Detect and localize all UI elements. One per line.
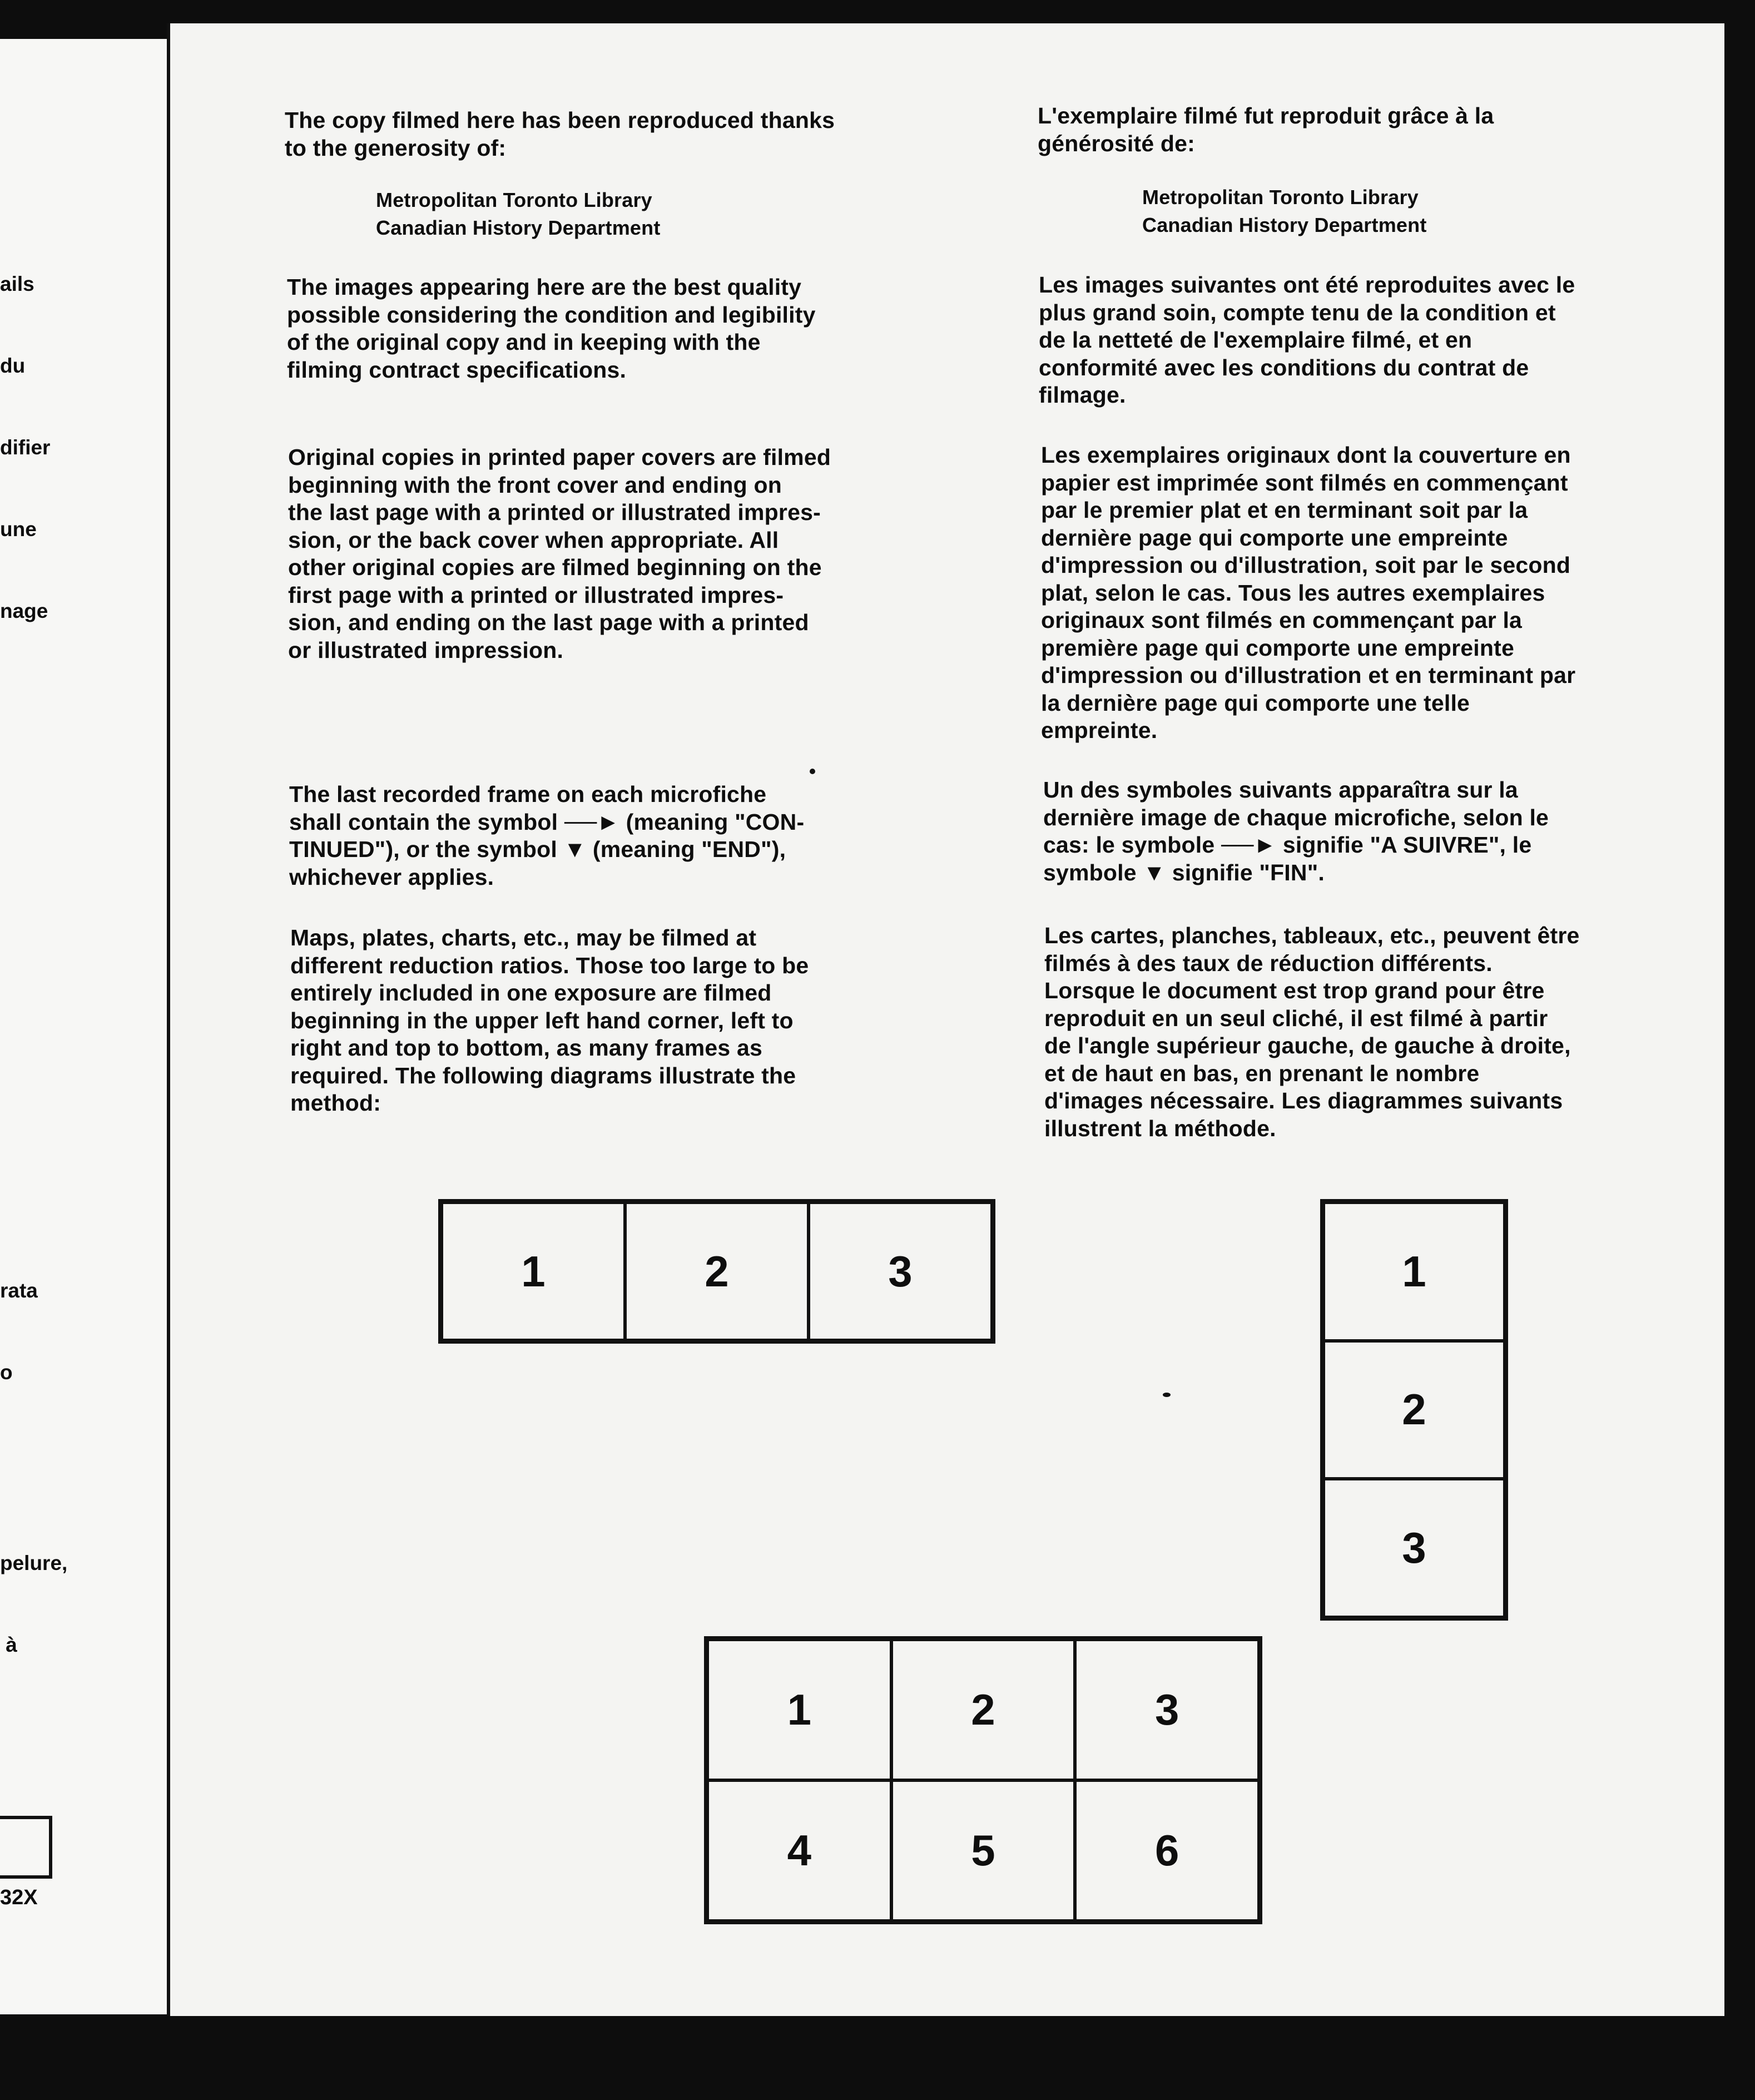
french-institution: Metropolitan Toronto Library Canadian History Department (1142, 186, 1427, 236)
frame-cell: 3 (1323, 1479, 1505, 1617)
fragment-line: difier (0, 436, 51, 459)
english-acknowledgement: The copy filmed here has been reproduced thanks to the generosity of: (285, 107, 835, 161)
left-fragment-mid-text (0, 1222, 172, 1713)
fragment-line: une (0, 518, 37, 541)
left-fragment-top-text (0, 216, 172, 679)
fragment-line: nage (0, 600, 48, 622)
fragment-line: ails (0, 273, 34, 295)
frame-cell: 3 (809, 1202, 992, 1340)
frame-cell: 6 (1075, 1780, 1259, 1921)
fragment-line: o (0, 1361, 13, 1384)
diagram-grid-frames (704, 1636, 1262, 1924)
french-maps-statement: Les cartes, planches, tableaux, etc., peuvent être filmés à des taux de réduction différents. Lorsque le document est trop grand pour être reproduit en un seul cliché, il est filmé à partir de l'angle supérieur gauche, de gauche à droite, et de haut en bas, en prenant le nombre d'images nécessaire. Les diagrammes suivants illustrent la méthode. (1044, 923, 1580, 1141)
reduction-scale-box (0, 1816, 52, 1879)
frame-cell: 4 (707, 1780, 891, 1921)
frame-cell: 1 (442, 1202, 625, 1340)
frame-cell: 2 (891, 1640, 1075, 1780)
english-covers-statement: Original copies in printed paper covers are filmed beginning with the front cover and ending on the last page with a printed or illustrated impres- sion, or the back cover when appropriate. All other original copies are filmed beginning on the first page with a printed or illustrated impres- sion, and ending on the last page with a printed or illustrated impression. (288, 444, 831, 663)
french-symbols-statement: Un des symboles suivants apparaîtra sur la dernière image de chaque microfiche, selon le cas: le symbole ──► signifie "A SUIVRE", le symbole ▼ signifie "FIN". (1043, 777, 1549, 885)
frame-cell: 2 (625, 1202, 809, 1340)
speck (810, 769, 815, 774)
frame-cell: 2 (1323, 1341, 1505, 1479)
french-quality-statement: Les images suivantes ont été reproduites avec le plus grand soin, compte tenu de la condition et de la netteté de l'exemplaire filmé, et en conformité avec les conditions du contrat de filmage. (1039, 272, 1575, 408)
fragment-line: à (0, 1633, 17, 1656)
fragment-line: pelure, (0, 1552, 68, 1574)
speck (1163, 1393, 1171, 1397)
frame-cell: 1 (707, 1640, 891, 1780)
diagram-horizontal-frames (438, 1199, 995, 1344)
french-acknowledgement: L'exemplaire filmé fut reproduit grâce à la générosité de: (1038, 103, 1494, 156)
reduction-label: 32X (0, 1886, 38, 1909)
frame-cell: 3 (1075, 1640, 1259, 1780)
english-symbols-statement: The last recorded frame on each microfiche shall contain the symbol ──► (meaning "CON- TINUED"), or the symbol ▼ (meaning "END"), whichever applies. (289, 781, 805, 890)
english-quality-statement: The images appearing here are the best quality possible considering the condition and legibility of the original copy and in keeping with the filming contract specifications. (287, 274, 816, 383)
frame-cell: 5 (891, 1780, 1075, 1921)
french-covers-statement: Les exemplaires originaux dont la couverture en papier est imprimée sont filmés en commençant par le premier plat et en terminant soit par la dernière page qui comporte une empreinte d'impression ou d'illustration, soit par le second plat, selon le cas. Tous les autres exemplaires originaux sont filmés en commençant par la première page qui comporte une empreinte d'impression ou d'illustration et en terminant par la dernière page qui comporte une telle empreinte. (1041, 442, 1576, 743)
diagram-vertical-frames (1320, 1199, 1508, 1621)
frame-cell: 1 (1323, 1202, 1505, 1341)
english-institution: Metropolitan Toronto Library Canadian History Department (376, 189, 661, 239)
microfiche-target-page (167, 23, 1724, 2016)
english-maps-statement: Maps, plates, charts, etc., may be filmed at different reduction ratios. Those too large to be entirely included in one exposure are filmed beginning in the upper left hand corner, left to right and top to bottom, as many frames as required. The following diagrams illustrate the method: (290, 925, 809, 1116)
fragment-line: du (0, 354, 26, 377)
previous-page-fragment (0, 39, 177, 2014)
fragment-line: rata (0, 1279, 38, 1302)
